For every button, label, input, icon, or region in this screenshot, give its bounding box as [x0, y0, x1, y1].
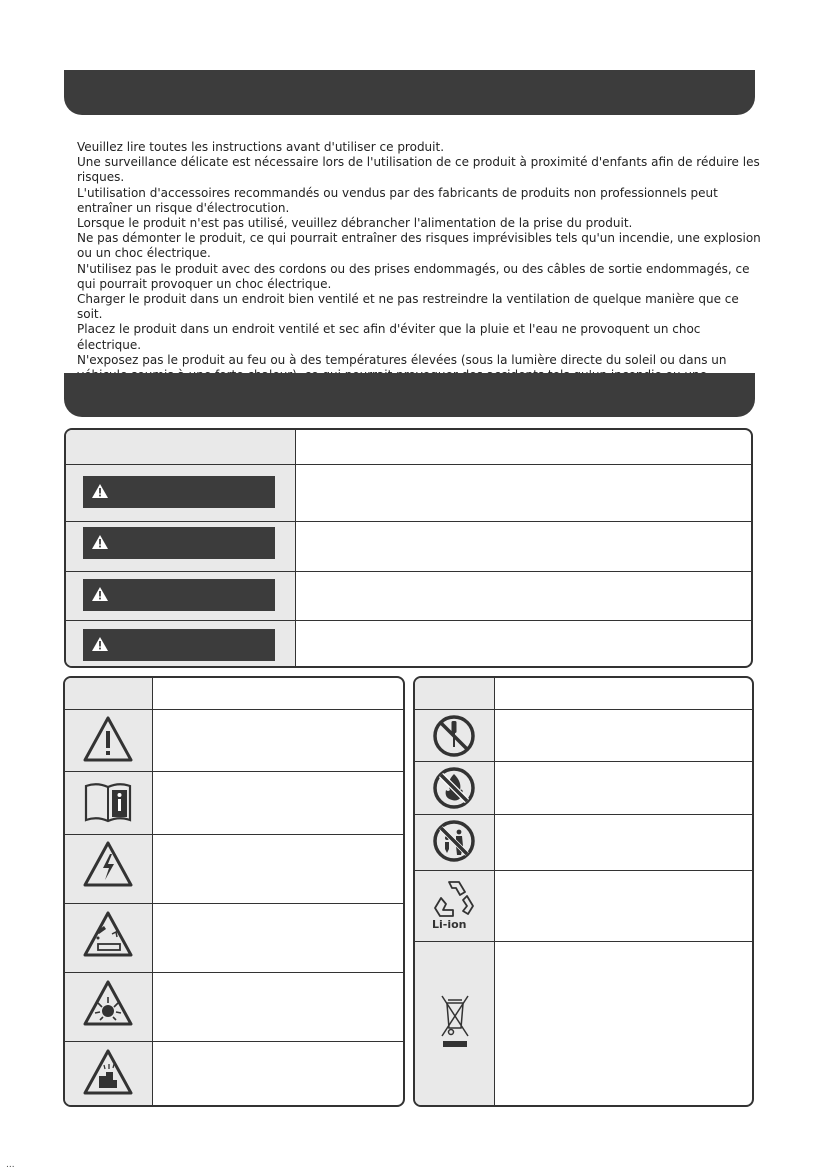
instruction-line: ou un choc électrique.: [77, 246, 211, 261]
table-divider: [65, 771, 403, 772]
table-divider: [415, 941, 752, 942]
instruction-line: Une surveillance délicate est nécessaire lors de l'utilisation de ce produit à proximité d'enfants afin de réduire les: [77, 155, 760, 170]
burn-hazard-icon: [82, 1048, 134, 1096]
instruction-line: risques.: [77, 170, 125, 185]
table-divider: [65, 903, 403, 904]
table-divider: [65, 834, 403, 835]
table-divider: [65, 1041, 403, 1042]
warning-level-badge: [83, 579, 275, 611]
instruction-line: N'utilisez pas le produit avec des cordons ou des prises endommagés, ou des câbles de sortie endommagés, ce: [77, 261, 750, 276]
instruction-line: qui pourrait provoquer un choc électrique.: [77, 276, 332, 291]
keep-away-children-icon: [432, 819, 476, 863]
page-number-mark: ...: [6, 1160, 15, 1170]
instruction-line: Veuillez lire toutes les instructions avant d'utiliser ce produit.: [77, 140, 445, 154]
hazard-symbols-table-right: [413, 676, 754, 1107]
warning-triangle-icon: [91, 534, 109, 550]
table-divider: [415, 814, 752, 815]
li-ion-recycle-block: [429, 876, 479, 934]
warning-level-badge: [83, 476, 275, 508]
warning-triangle-icon: [91, 636, 109, 652]
table-divider: [415, 761, 752, 762]
general-warning-icon: [82, 715, 134, 763]
weee-crossed-bin-icon: [439, 992, 471, 1048]
table-divider: [65, 709, 403, 710]
li-ion-label: Li-ion: [432, 918, 467, 931]
instruction-line: Ne pas démonter le produit, ce qui pourrait entraîner des risques imprévisibles tels qu'un incendie, une explosion: [77, 231, 761, 246]
table-divider: [66, 571, 295, 572]
table-divider: [295, 620, 751, 621]
explosive-icon: [82, 979, 134, 1027]
table-divider: [295, 464, 751, 465]
table-divider: [295, 521, 751, 522]
safety-instructions-list: [77, 140, 767, 398]
read-manual-icon: [83, 780, 133, 824]
hazard-symbols-table-left: [63, 676, 405, 1107]
table-divider: [66, 464, 295, 465]
instruction-line: Placez le produit dans un endroit ventilé et sec afin d'éviter que la pluie et l'eau ne provoquent un choc électrique.: [77, 322, 701, 352]
instruction-line: N'exposez pas le produit au feu ou à des températures élevées (sous la lumière directe du soleil ou dans un: [77, 352, 727, 367]
no-fire-icon: [432, 766, 476, 810]
table-divider: [66, 521, 295, 522]
table-divider: [66, 620, 295, 621]
warning-triangle-icon: [91, 586, 109, 602]
table-divider: [415, 709, 752, 710]
warning-triangle-icon: [91, 483, 109, 499]
table-divider: [415, 870, 752, 871]
do-not-disassemble-icon: [432, 714, 476, 758]
warning-level-badge: [83, 629, 275, 661]
instruction-line: L'utilisation d'accessoires recommandés ou vendus par des fabricants de produits non professionnels peut: [77, 185, 718, 200]
instruction-line: Charger le produit dans un endroit bien ventilé et ne pas restreindre la ventilation de quelque manière que ce soit.: [77, 292, 739, 322]
electric-shock-icon: [82, 840, 134, 888]
li-ion-recycle-icon: [429, 876, 479, 918]
warning-levels-table: [64, 428, 753, 668]
instruction-line: entraîner un risque d'électrocution.: [77, 200, 290, 215]
instruction-line: Lorsque le produit n'est pas utilisé, veuillez débrancher l'alimentation de la prise du produit.: [77, 216, 633, 231]
table-divider: [65, 972, 403, 973]
warning-level-badge: [83, 527, 275, 559]
table-divider: [295, 571, 751, 572]
section-header-banner: [64, 373, 755, 417]
corrosive-icon: [82, 910, 134, 958]
section-header-banner: [64, 70, 755, 115]
